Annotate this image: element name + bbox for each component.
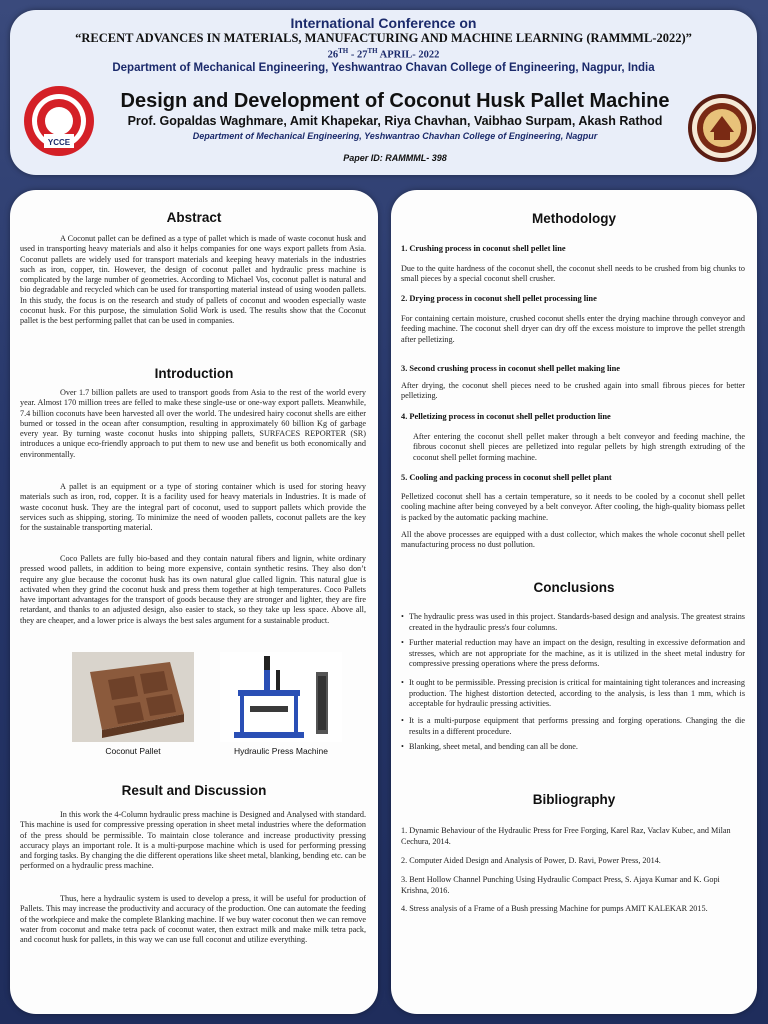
conference-label: International Conference on [290, 15, 477, 31]
hydraulic-press-caption: Hydraulic Press Machine [233, 746, 328, 756]
introduction-paragraph-3: Coco Pallets are fully bio-based and they contain natural fibers and lignin, white ordinary pressed wood pallets, in addition to being more expensive, contain synthetic resins. They also don’t require any glue because the coconut husk has its own natural glue called lignin. This natural glue is activated when they grind the coconut husk and press them together at high temperatures. Coco Pallets have important advantages for the transport of goods because they are stronger and lighter, they are fire retardant, and thanks to an adjusted design, also easier to stack, so they take up less space. Above all, they are cheaper, and a lower price is always the best sales argument for a sustainable product. [20, 554, 366, 625]
abstract-text: A Coconut pallet can be defined as a type of pallet which is made of waste coconut husk and used in transporting heavy materials and also it helps companies for one ways export pallets from Asia. Coconut pallets are widely used for transport materials and keeping heavy materials in the industries such as iron, copper, tin. However, the design of coconut pallet and hydraulic press machine is complicated by the large number of geometries. According to Michael Vos, coconut pallet is natural and bio degradable and recycled which can be used for transporting material instead of using wooden pallets. In this study, the focus is on the research and study of pallets of coconut and wooden especially waste coconut husk. For this purpose, the simulation Solid Work is used. The results show that the Coconut pallet is the best performing pallet that can be used in companies. [20, 234, 366, 326]
bibliography-item: 2. Computer Aided Design and Analysis of Power, D. Ravi, Power Press, 2014. [401, 856, 661, 865]
result-heading: Result and Discussion [121, 783, 267, 798]
methodology-closing-text: All the above processes are equipped with a dust collector, which makes the whole coconut shell pellet manufacturing process no dust pollution. [401, 530, 745, 550]
introduction-heading: Introduction [154, 366, 234, 381]
conclusion-item: • The hydraulic press was used in this project. Standards-based design and analysis. The greatest strains created in the hydraulic press's four columns. [409, 612, 745, 633]
affiliation: Department of Mechanical Engineering, Yeshwantrao Chavhan College of Engineering, Nagpur [192, 131, 598, 141]
coconut-pallet-image [72, 652, 194, 742]
method-step-5-heading: 5. Cooling and packing process in coconut shell pellet plant [401, 473, 612, 482]
svg-text:YCCE: YCCE [47, 138, 71, 147]
conclusion-item: • Blanking, sheet metal, and bending can all be done. [409, 742, 745, 753]
method-step-1-text: Due to the quite hardness of the coconut shell, the coconut shell needs to be crushed from big chunks to small pieces by a special coconut shell crusher. [401, 264, 745, 284]
method-step-3-heading: 3. Second crushing process in coconut shell pellet making line [401, 364, 621, 373]
poster-title: Design and Development of Coconut Husk Pallet Machine [120, 90, 670, 112]
college-seal-logo [686, 92, 758, 164]
left-column-panel [10, 190, 378, 1014]
result-paragraph-1: In this work the 4-Column hydraulic press machine is Designed and Analysed with standard. This machine is used for compressive pressing operation in sheet metal industries where the deformation of the press should be permissible. To maintain close tolerance and increase productivity pressing accuracy plays an important role. It is a multi-purpose machine which is used for performing pressing and forging tasks. By changing the die different operations like sheet metal, blanking, bending etc. can be performed on a hydraulic press machine. [20, 810, 366, 871]
coconut-pallet-caption: Coconut Pallet [105, 746, 161, 756]
bibliography-item: 4. Stress analysis of a Frame of a Bush pressing Machine for pumps AMIT KALEKAR 2015. [401, 904, 708, 913]
bibliography-item: 1. Dynamic Behaviour of the Hydraulic Press for Free Forging, Karel Raz, Vaclav Kubec, and Milan Cechura, 2014. [401, 826, 731, 846]
method-step-1-heading: 1. Crushing process in coconut shell pellet line [401, 244, 566, 253]
bibliography-heading: Bibliography [532, 792, 616, 807]
hydraulic-press-image [220, 652, 342, 742]
result-paragraph-2: Thus, here a hydraulic system is used to develop a press, it will be useful for production of Pallets. This may increase the productivity and accuracy of the production. One can automate the feeding of the workpiece and make the complete Blanking machine. If we buy water coconut then we can remove water from coconut and make tetra pack of coconut water, then extract milk and make milk tetra pack, and coconut husk for pallets, in this way we can use full coconut and utilize everything. [20, 894, 367, 945]
poster-header [10, 10, 757, 175]
authors: Prof. Gopaldas Waghmare, Amit Khapekar, Riya Chavhan, Vaibhao Surpam, Akash Rathod [127, 114, 663, 128]
conclusion-item: • It ought to be permissible. Pressing precision is critical for maintaining tight tolerances and increasing production. The highest distortion detected, according to the analysis, is less than 1 mm, which is acceptable for hydraulic pressing activities. [409, 678, 745, 710]
introduction-paragraph-2: A pallet is an equipment or a type of storing container which is used for storing heavy materials such as iron, rod, copper. It is a facility used for heavy materials in Industries. It is made of waste coconut husk. They are the integral part of coconut, used to support pallets which provide the services such as shipping, storing. To minimize the need of wooden pallets, coconut pallets are the key for the sustainable transporting material. [20, 482, 366, 533]
method-step-2-text: For containing certain moisture, crushed coconut shells enter the drying machine through conveyor and feeding machine. The coconut shell dryer can dry off the excess moisture to improve the pellet strength after pelletizing. [401, 314, 745, 344]
bibliography-item: 3. Bent Hollow Channel Punching Using Hydraulic Compact Press, S. Ajaya Kumar and K. Gopi Krishna, 2016. [401, 875, 720, 895]
method-step-5-text: Pelletized coconut shell has a certain temperature, so it needs to be cooled by a coconut shell pellet cooling machine after being conveyed by a belt conveyor. After cooling, the high-quality biomass pellet is packed by the automatic packing machine. [401, 492, 745, 522]
methodology-heading: Methodology [532, 211, 616, 226]
ycce-logo [22, 84, 96, 158]
abstract-heading: Abstract [166, 210, 222, 225]
host-department: Department of Mechanical Engineering, Yeshwantrao Chavan College of Engineering, Nagpur, India [112, 62, 655, 74]
conference-date: 26TH - 27TH APRIL- 2022 [327, 47, 440, 61]
method-step-2-heading: 2. Drying process in coconut shell pellet processing line [401, 294, 597, 303]
introduction-paragraph-1: Over 1.7 billion pallets are used to transport goods from Asia to the rest of the world every year. Almost 170 million trees are felled to make these single-use or one-way export pallets. Meanwhile, 7.4 billion coconuts have been harvested all over the world. The undesired hairy coconut shells are either burned or tossed in the ocean after consumption, resulting in approximately 60 billion Kg of garbage every year. By turning waste coconut husks into shipping pallets, SURFACES REPORTER (SR) introduces a unique eco-friendly approach to put them to new use and benefit us both economically and environmentally. [20, 388, 366, 459]
conclusion-item: • It is a multi-purpose equipment that performs pressing and forging operations. Changing the die results in a different procedure. [409, 716, 745, 737]
conclusion-item: • Further material reduction may have an impact on the design, resulting in excessive deformation and stresses, which are not appropriate for the machine, as it is utilized in the sheet metal industry for compressive pressing operations where the press deforms. [409, 638, 745, 670]
conference-theme: “RECENT ADVANCES IN MATERIALS, MANUFACTURING AND MACHINE LEARNING (RAMMML-2022)” [75, 31, 692, 45]
conclusions-heading: Conclusions [533, 580, 615, 595]
paper-id: Paper ID: RAMMML- 398 [343, 153, 447, 163]
method-step-4-heading: 4. Pelletizing process in coconut shell pellet production line [401, 412, 611, 421]
method-step-4-text: After entering the coconut shell pellet maker through a belt conveyor and feeding machine, the fibrous coconut shell pieces are pelletized into regular pellets by high strength extruding of the coconut shell pellet forming machine. [413, 432, 745, 462]
method-step-3-text: After drying, the coconut shell pieces need to be crushed again into small fibrous pieces for better pelletizing. [401, 381, 745, 401]
right-column-panel [391, 190, 757, 1014]
